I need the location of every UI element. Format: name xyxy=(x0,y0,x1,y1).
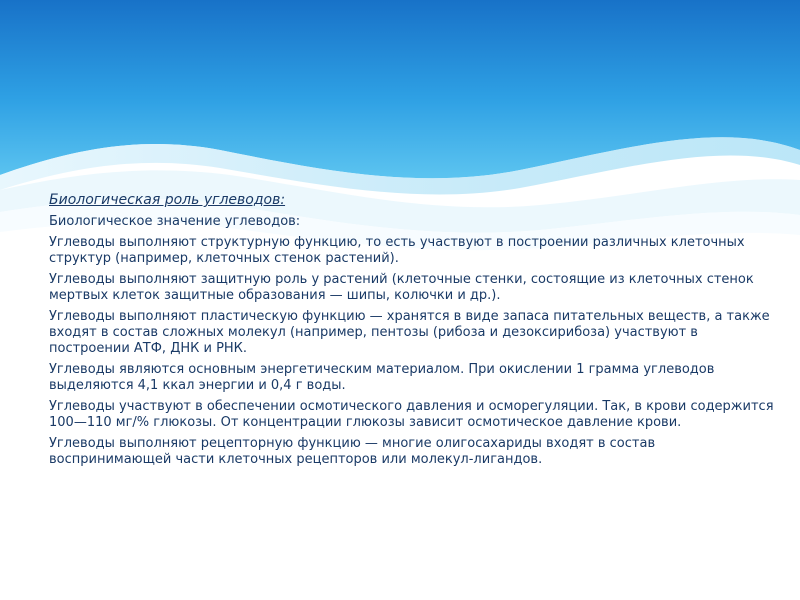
paragraph-receptor: Углеводы выполняют рецепторную функцию — многие олигосахариды входят в состав воспринимающей части клеточных рецепторов или молекул-лигандов. xyxy=(49,436,656,467)
paragraph-structural: Углеводы выполняют структурную функцию, то есть участвуют в построении различных клеточных структур (например, клеточных стенок растений). xyxy=(49,235,745,266)
slide-content xyxy=(49,192,774,473)
slide-title: Биологическая роль углеводов: xyxy=(49,192,286,208)
paragraph-energy: Углеводы являются основным энергетическим материалом. При окислении 1 грамма углеводов выделяются 4,1 ккал энергии и 0,4 г воды. xyxy=(49,362,715,393)
paragraph-protective: Углеводы выполняют защитную роль у растений (клеточные стенки, состоящие из клеточных стенок мертвых клеток защитные образования — шипы, колючки и др.). xyxy=(49,272,754,303)
paragraph-osmotic: Углеводы участвуют в обеспечении осмотического давления и осморегуляции. Так, в крови содержится 100—110 мг/% глюкозы. От концентрации глюкозы зависит осмотическое давление крови. xyxy=(49,399,774,430)
paragraph-plastic: Углеводы выполняют пластическую функцию — хранятся в виде запаса питательных веществ, а также входят в состав сложных молекул (например, пентозы (рибоза и дезоксирибоза) участвуют в построении АТФ, ДНК и РНК. xyxy=(49,309,770,356)
paragraph-intro: Биологическое значение углеводов: xyxy=(49,214,301,229)
